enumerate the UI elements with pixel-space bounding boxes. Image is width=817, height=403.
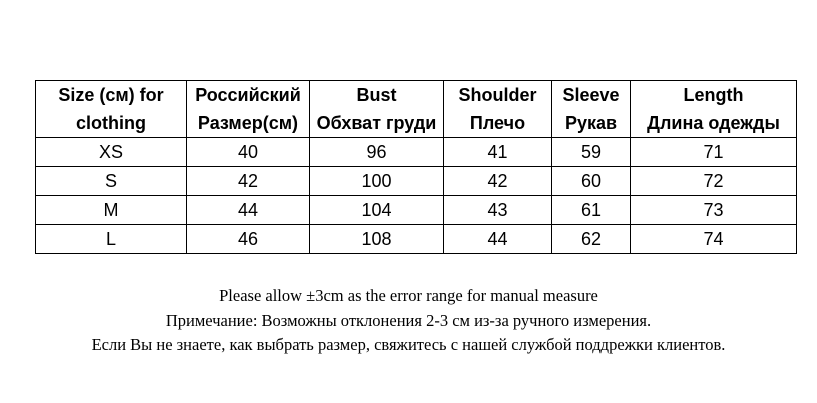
note-error-range: Please allow ±3cm as the error range for manual measure (219, 286, 598, 305)
table-cell: 60 (552, 167, 631, 196)
table-cell: 72 (631, 167, 797, 196)
table-cell: 43 (444, 196, 552, 225)
table-cell: S (36, 167, 187, 196)
table-cell: 59 (552, 138, 631, 167)
table-cell: 96 (310, 138, 444, 167)
size-chart-table (35, 80, 797, 254)
table-cell: 42 (444, 167, 552, 196)
table-cell: 46 (187, 225, 310, 254)
table-cell: 100 (310, 167, 444, 196)
table-row (36, 196, 797, 225)
note-russian-deviation: Примечание: Возможны отклонения 2-3 см из-за ручного измерения. (165, 310, 652, 330)
table-cell: 61 (552, 196, 631, 225)
header-shoulder: Shoulder Плечо (444, 81, 552, 138)
header-size: Size (см) for clothing (36, 81, 187, 138)
table-cell: 40 (187, 138, 310, 167)
measurement-notes (0, 284, 817, 358)
header-sleeve: Sleeve Рукав (552, 81, 631, 138)
table-cell: 62 (552, 225, 631, 254)
table-cell: 71 (631, 138, 797, 167)
table-row (36, 167, 797, 196)
header-length: Length Длина одежды (631, 81, 797, 138)
table-row (36, 138, 797, 167)
table-cell: 41 (444, 138, 552, 167)
table-row (36, 225, 797, 254)
table-cell: L (36, 225, 187, 254)
table-cell: 44 (187, 196, 310, 225)
table-cell: 44 (444, 225, 552, 254)
table-cell: 74 (631, 225, 797, 254)
table-cell: 42 (187, 167, 310, 196)
table-cell: M (36, 196, 187, 225)
note-contact-support: Если Вы не знаете, как выбрать размер, свяжитесь с нашей службой поддрежки клиентов. (91, 335, 726, 354)
table-cell: 73 (631, 196, 797, 225)
table-cell: 104 (310, 196, 444, 225)
table-cell: XS (36, 138, 187, 167)
header-bust: Bust Обхват груди (310, 81, 444, 138)
table-cell: 108 (310, 225, 444, 254)
table-header-row (36, 81, 797, 138)
header-russian-size: Российский Размер(см) (187, 81, 310, 138)
